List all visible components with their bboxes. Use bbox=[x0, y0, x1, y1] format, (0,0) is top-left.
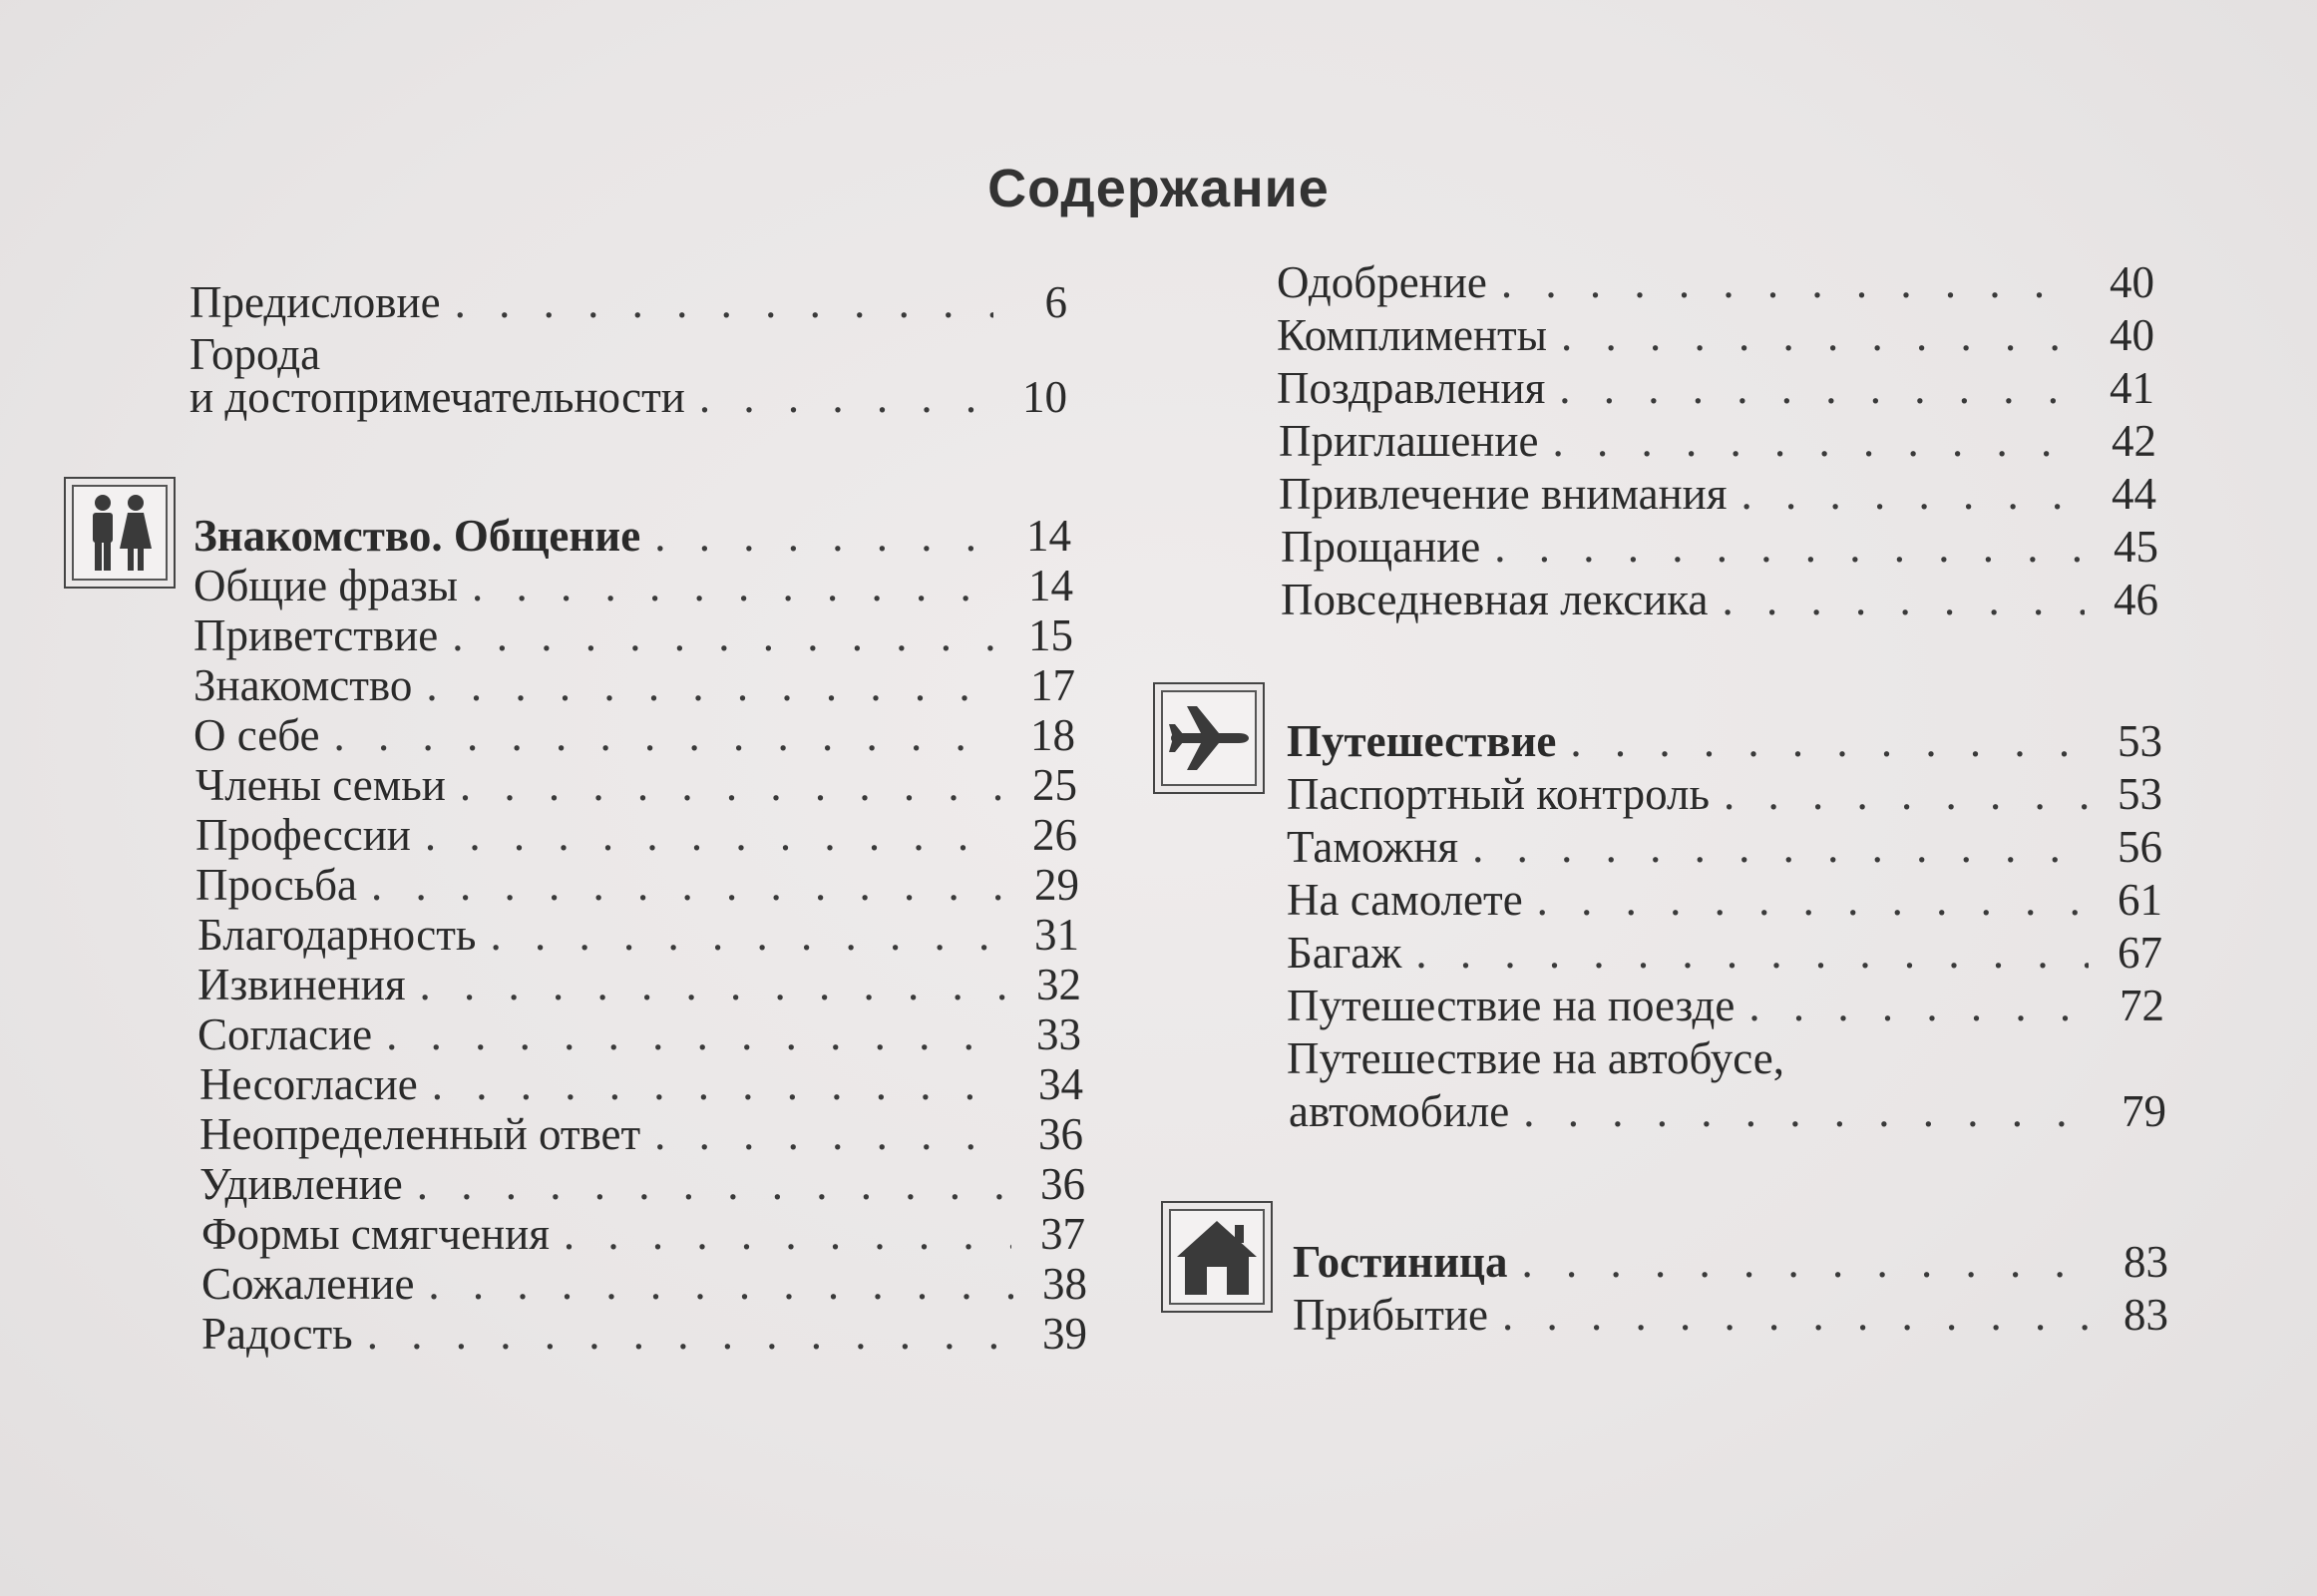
toc-entry-label: Таможня bbox=[1287, 822, 1459, 872]
toc-entry-label: Неопределенный ответ bbox=[199, 1109, 641, 1159]
toc-page-number: 41 bbox=[2110, 363, 2154, 413]
toc-entry-label: Одобрение bbox=[1277, 257, 1487, 307]
toc-entry[interactable] bbox=[201, 1259, 1087, 1309]
toc-entry-label: Повседневная лексика bbox=[1281, 575, 1709, 624]
toc-page-number: 53 bbox=[2118, 769, 2162, 819]
toc-entry-label: Приглашение bbox=[1279, 416, 1539, 466]
toc-entry-label: Благодарность bbox=[197, 910, 477, 960]
toc-page-number: 42 bbox=[2112, 416, 2156, 466]
toc-entry[interactable] bbox=[197, 910, 1079, 960]
toc-entry-label: Профессии bbox=[195, 810, 411, 860]
toc-entry[interactable] bbox=[193, 561, 1073, 610]
leader-dots bbox=[1494, 522, 2085, 572]
toc-page-number: 14 bbox=[1026, 511, 1071, 561]
toc-entry[interactable] bbox=[1287, 981, 2164, 1030]
toc-entry-label: Паспортный контроль bbox=[1287, 769, 1711, 819]
leader-dots bbox=[452, 610, 999, 660]
toc-entry[interactable] bbox=[193, 660, 1075, 710]
leader-dots bbox=[426, 660, 1001, 710]
toc-page-number: 37 bbox=[1040, 1209, 1085, 1259]
leader-dots bbox=[1552, 416, 2083, 466]
leader-dots bbox=[1537, 875, 2089, 925]
toc-page-number: 17 bbox=[1030, 660, 1075, 710]
toc-entry[interactable] bbox=[1289, 1086, 2166, 1136]
toc-page-number: 46 bbox=[2114, 575, 2158, 624]
leader-dots bbox=[1748, 981, 2091, 1030]
toc-entry-label: Привлечение внимания bbox=[1279, 469, 1728, 519]
toc-entry[interactable] bbox=[1279, 416, 2156, 466]
toc-page-number: 14 bbox=[1028, 561, 1073, 610]
toc-entry-label: Предисловие bbox=[190, 277, 441, 327]
house-icon-box bbox=[1161, 1201, 1273, 1313]
house-icon bbox=[1173, 1213, 1261, 1301]
toc-entry-label: Извинения bbox=[197, 960, 406, 1009]
toc-entry-label: Приветствие bbox=[193, 610, 439, 660]
toc-entry[interactable] bbox=[1281, 522, 2158, 572]
toc-entry[interactable] bbox=[193, 610, 1073, 660]
leader-dots bbox=[334, 710, 1001, 760]
toc-entry[interactable] bbox=[190, 277, 1067, 327]
toc-entry-label: Путешествие на поезде bbox=[1287, 981, 1736, 1030]
leader-dots bbox=[428, 1259, 1013, 1309]
toc-page-number: 67 bbox=[2118, 928, 2162, 978]
toc-page-number: 72 bbox=[2120, 981, 2164, 1030]
leader-dots bbox=[1722, 575, 2085, 624]
toc-entry[interactable] bbox=[197, 960, 1081, 1009]
leader-dots bbox=[699, 372, 993, 422]
leader-dots bbox=[564, 1209, 1011, 1259]
toc-page-number: 53 bbox=[2118, 716, 2162, 766]
leader-dots bbox=[417, 1159, 1011, 1209]
leader-dots bbox=[371, 860, 1005, 910]
leader-dots bbox=[1523, 1086, 2093, 1136]
page-title: Содержание bbox=[987, 159, 1330, 218]
toc-page-number: 29 bbox=[1034, 860, 1079, 910]
people-icon bbox=[76, 489, 164, 577]
people-icon-box bbox=[64, 477, 176, 589]
leader-dots bbox=[1740, 469, 2083, 519]
toc-page-number: 83 bbox=[2124, 1290, 2168, 1340]
toc-entry[interactable] bbox=[199, 1109, 1083, 1159]
toc-entry-label: и достопримечательности bbox=[190, 372, 685, 422]
toc-page-number: 36 bbox=[1040, 1159, 1085, 1209]
toc-entry[interactable] bbox=[195, 860, 1079, 910]
toc-entry[interactable] bbox=[1287, 875, 2162, 925]
toc-entry-label: Удивление bbox=[199, 1159, 403, 1209]
leader-dots bbox=[1561, 310, 2081, 360]
toc-page-number: 15 bbox=[1028, 610, 1073, 660]
toc-entry[interactable] bbox=[199, 1059, 1083, 1109]
leader-dots bbox=[420, 960, 1007, 1009]
leader-dots bbox=[455, 277, 993, 327]
toc-page-number: 45 bbox=[2114, 522, 2158, 572]
toc-page-number: 38 bbox=[1042, 1259, 1087, 1309]
toc-entry[interactable] bbox=[195, 760, 1077, 810]
toc-section-heading[interactable] bbox=[1293, 1237, 2168, 1287]
toc-entry-label: Формы смягчения bbox=[201, 1209, 550, 1259]
toc-entry-label: Путешествие bbox=[1287, 716, 1557, 766]
toc-page-number: 6 bbox=[1044, 277, 1067, 327]
toc-entry-label: На самолете bbox=[1287, 875, 1523, 925]
leader-dots bbox=[654, 1109, 1009, 1159]
toc-entry-label: Радость bbox=[201, 1309, 353, 1359]
toc-page-number: 10 bbox=[1022, 372, 1067, 422]
toc-page-number: 83 bbox=[2124, 1237, 2168, 1287]
toc-entry-label: Прощание bbox=[1281, 522, 1481, 572]
toc-entry-label: Знакомство. Общение bbox=[193, 511, 641, 561]
toc-entry-label: Несогласие bbox=[199, 1059, 418, 1109]
leader-dots bbox=[432, 1059, 1009, 1109]
toc-entry-label: Просьба bbox=[195, 860, 357, 910]
toc-entry-label: Согласие bbox=[197, 1009, 373, 1059]
toc-entry-label: О себе bbox=[193, 710, 320, 760]
toc-entry-label: Багаж bbox=[1287, 928, 1402, 978]
leader-dots bbox=[425, 810, 1003, 860]
toc-entry-label: Прибытие bbox=[1293, 1290, 1488, 1340]
toc-entry-label: Комплименты bbox=[1277, 310, 1547, 360]
toc-page-number: 56 bbox=[2118, 822, 2162, 872]
toc-page-number: 31 bbox=[1034, 910, 1079, 960]
toc-entry-label: Члены семьи bbox=[195, 760, 446, 810]
toc-entry[interactable] bbox=[193, 710, 1075, 760]
leader-dots bbox=[1521, 1237, 2095, 1287]
leader-dots bbox=[367, 1309, 1013, 1359]
toc-page-number: 40 bbox=[2110, 310, 2154, 360]
toc-entry-label: автомобиле bbox=[1289, 1086, 1510, 1136]
toc-entry[interactable] bbox=[1287, 928, 2162, 978]
leader-dots bbox=[1502, 1290, 2095, 1340]
toc-entry[interactable] bbox=[1281, 575, 2158, 624]
toc-page-number: 39 bbox=[1042, 1309, 1087, 1359]
leader-dots bbox=[472, 561, 999, 610]
airplane-icon bbox=[1165, 694, 1253, 782]
toc-entry[interactable] bbox=[1293, 1290, 2168, 1340]
toc-entry-label: Сожаление bbox=[201, 1259, 415, 1309]
leader-dots bbox=[490, 910, 1005, 960]
toc-entry-label: Знакомство bbox=[193, 660, 413, 710]
leader-dots bbox=[1472, 822, 2089, 872]
toc-page-number: 25 bbox=[1032, 760, 1077, 810]
leader-dots bbox=[1501, 257, 2081, 307]
toc-entry[interactable] bbox=[1287, 769, 2162, 819]
leader-dots bbox=[654, 511, 997, 561]
toc-entry-label: Гостиница bbox=[1293, 1237, 1508, 1287]
toc-entry[interactable] bbox=[201, 1309, 1087, 1359]
toc-entry[interactable] bbox=[195, 810, 1077, 860]
toc-page-number: 44 bbox=[2112, 469, 2156, 519]
toc-section-heading[interactable] bbox=[193, 511, 1071, 561]
toc-entry[interactable] bbox=[1277, 363, 2154, 413]
toc-entry-label: Города bbox=[190, 329, 321, 379]
leader-dots bbox=[1415, 928, 2089, 978]
toc-page-number: 34 bbox=[1038, 1059, 1083, 1109]
toc-entry[interactable] bbox=[201, 1209, 1085, 1259]
airplane-icon-box bbox=[1153, 682, 1265, 794]
leader-dots bbox=[386, 1009, 1007, 1059]
toc-entry[interactable] bbox=[1279, 469, 2156, 519]
toc-page-number: 79 bbox=[2122, 1086, 2166, 1136]
toc-page-number: 18 bbox=[1030, 710, 1075, 760]
toc-page-number: 33 bbox=[1036, 1009, 1081, 1059]
toc-page-number: 32 bbox=[1036, 960, 1081, 1009]
leader-dots bbox=[1559, 363, 2081, 413]
toc-entry[interactable] bbox=[1277, 310, 2154, 360]
toc-entry-label: Поздравления bbox=[1277, 363, 1546, 413]
leader-dots bbox=[1724, 769, 2089, 819]
toc-page-number: 26 bbox=[1032, 810, 1077, 860]
toc-section-heading[interactable] bbox=[1287, 716, 2162, 766]
toc-page-number: 40 bbox=[2110, 257, 2154, 307]
toc-entry[interactable] bbox=[190, 372, 1067, 422]
toc-entry-label: Общие фразы bbox=[193, 561, 458, 610]
toc-entry[interactable] bbox=[199, 1159, 1085, 1209]
toc-entry-label: Путешествие на автобусе, bbox=[1287, 1033, 1784, 1083]
toc-entry[interactable] bbox=[197, 1009, 1081, 1059]
toc-page-number: 36 bbox=[1038, 1109, 1083, 1159]
toc-page-number: 61 bbox=[2118, 875, 2162, 925]
toc-entry[interactable] bbox=[1277, 257, 2154, 307]
toc-entry[interactable] bbox=[1287, 822, 2162, 872]
leader-dots bbox=[1570, 716, 2089, 766]
leader-dots bbox=[460, 760, 1003, 810]
